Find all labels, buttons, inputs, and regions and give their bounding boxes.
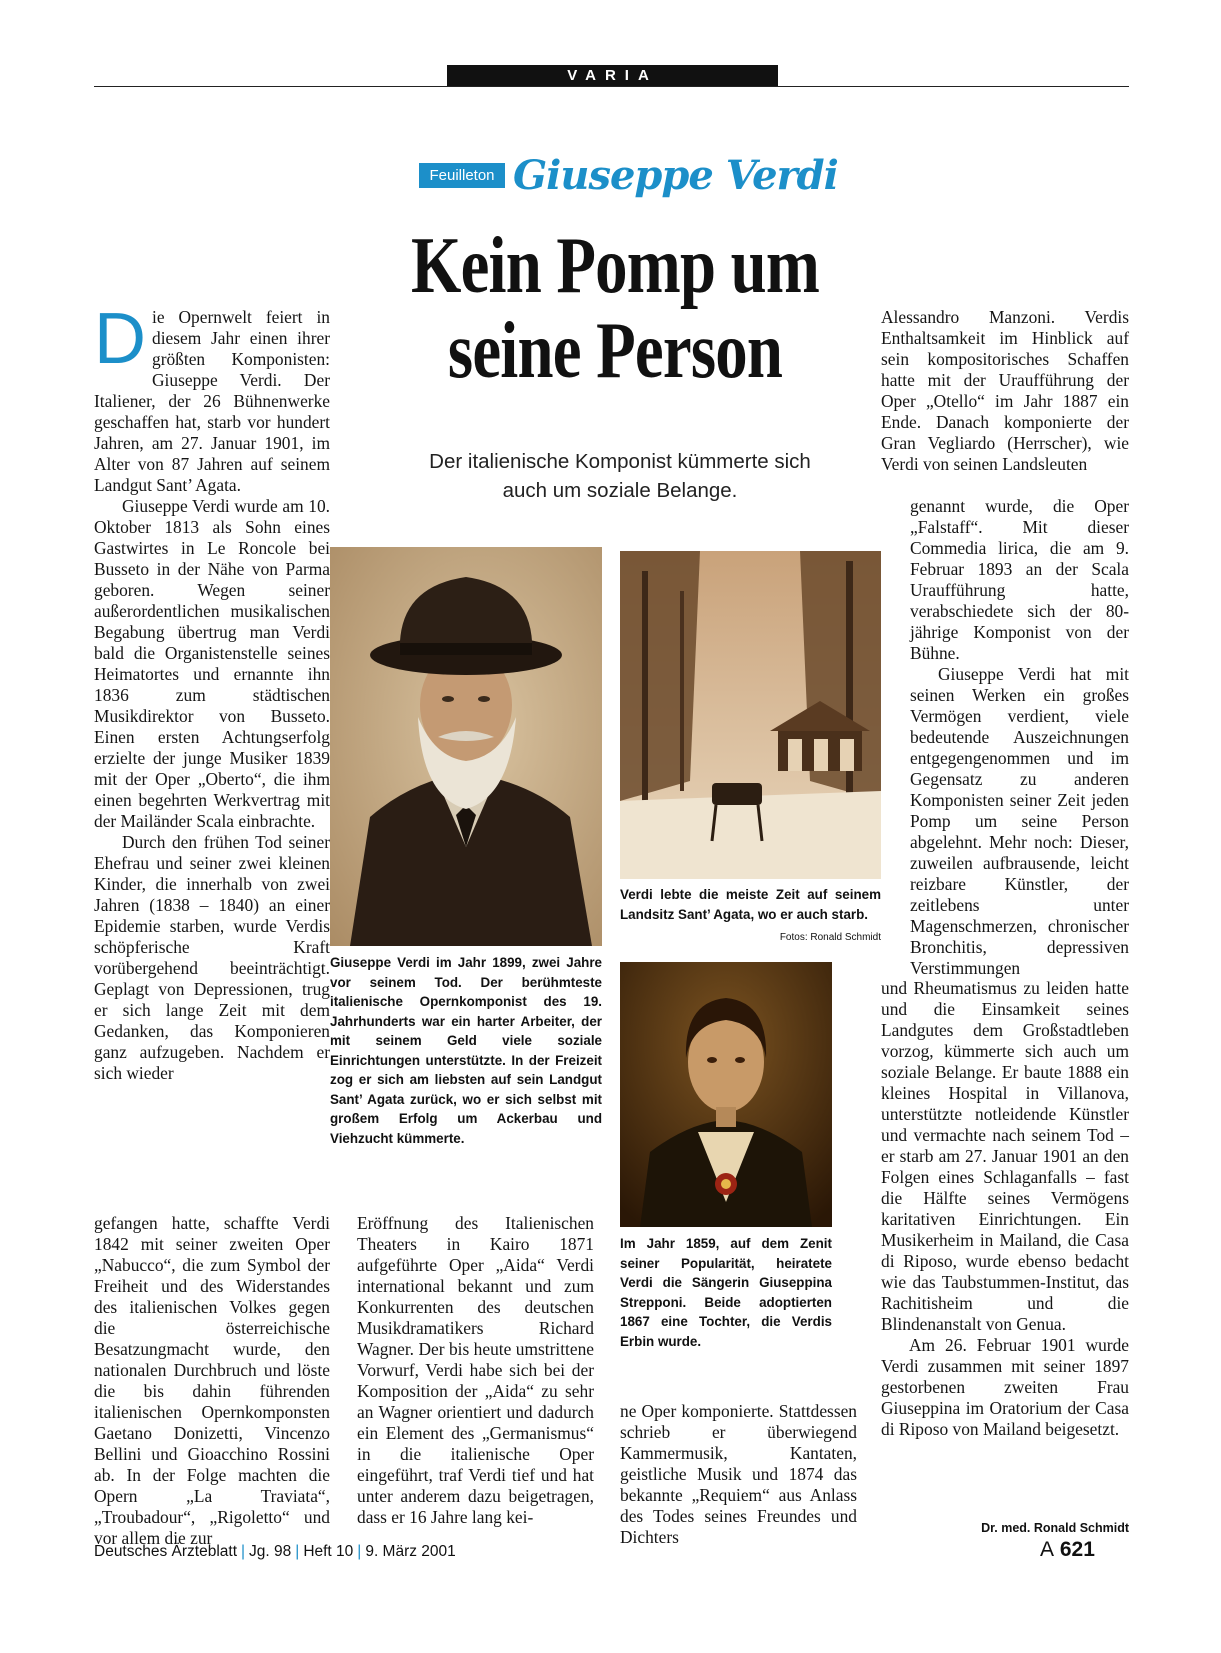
article-column-4-indented [910,496,1129,979]
journal-issue: Heft 10 [303,1543,354,1560]
paragraph-nabucco: gefangen hatte, schaffte Verdi 1842 mit seiner zweiten Oper „Nabucco“, die zum Symbol der Freiheit und des Widerstandes des italienischen Volkes gegen die österreichische Besatzungmacht wurde, den nationalen Durchbruch und löste die bis dahin führenden italienischen Opernkomponsten Gaetano Donizetti, Vincenzo Bellini und Gioacchino Rossini ab. In der Folge machten die Opern „La Traviata“, „Troubadour“, „Rigoletto“ und vor allem die zur [94,1213,330,1548]
article-column-3 [620,1401,857,1548]
journal-name: Deutsches Ärzteblatt [94,1543,238,1560]
subheadline [400,447,840,505]
verdi-portrait-photo [330,547,602,946]
giuseppe-verdi-logo: Giuseppe Verdi [513,152,838,199]
paragraph-burial: Am 26. Februar 1901 wurde Verdi zusammen mit seiner 1897 gestorbenen zweiten Frau Giuseppina im Oratorium der Casa di Riposo von Mailand beigesetzt. [881,1335,1129,1439]
article-column-4-bottom [881,978,1129,1440]
photo-credit: Fotos: Ronald Schmidt [779,932,881,943]
estate-image [620,551,881,879]
section-tag: VARIA [447,65,778,86]
headline-line-2: seine Person [447,305,783,395]
paragraph-charity: und Rheumatismus zu leiden hatte und die Einsamkeit seines Landgutes dem Großstadtleben vorzog, kümmerte sich auch um soziale Belange. Er baute 1888 ein kleines Hospital in Villanova, unterstützte notleidende Künstler und vermachte nach seinem Tod – er starb am 27. Januar 1901 an den Folgen eines Schlaganfalls – fast die Hälfte seines Vermögens karitativen Einrichtungen. Ein Musikerheim in Mailand, die Casa di Riposo, wurde ebenso bedacht wie das Taubstummen-Institut, das Rachitisheim und die Blindenanstalt von Genua. [881,978,1129,1334]
paragraph-requiem: ne Oper komponierte. Stattdessen schrieb er überwiegend Kammermusik, Kantaten, geistliche Musik und 1874 das bekannte „Requiem“ aus Anlass des Todes seines Freundes und Dichters [620,1401,857,1547]
paragraph-falstaff: genannt wurde, die Oper „Falstaff“. Mit dieser Commedia lirica, die am 9. Februar 1893 an der Scala Uraufführung hatte, verabschiedete sich der 80-jährige Komponist von der Bühne. [910,496,1129,663]
top-rule [94,86,1129,87]
article-column-2 [357,1213,594,1528]
estate-photo [620,551,881,879]
page-number: A 621 [1040,1538,1095,1561]
journal-volume: Jg. 98 [249,1543,292,1560]
feuilleton-badge: Feuilleton [419,163,505,188]
strepponi-caption: Im Jahr 1859, auf dem Zenit seiner Popularität, heiratete Verdi die Sängerin Giuseppina Strepponi. Beide adoptierten 1867 eine Tochter, die Verdis Erbin wurde. [620,1236,832,1349]
estate-caption: Verdi lebte die meiste Zeit auf seinem Landsitz Sant’ Agata, wo er auch starb. Fotos: Ronald Schmidt [620,885,881,948]
author-byline: Dr. med. Ronald Schmidt [981,1521,1129,1535]
paragraph-aida: Eröffnung des Italienischen Theaters in Kairo 1871 aufgeführte Oper „Aida“ Verdi international bekannt und zum Konkurrenten des deutschen Musikdramatikers Richard Wagner. Der bis heute umstrittene Vorwurf, Verdi habe sich bei der Komposition der „Aida“ zu sehr an Wagner orientiert und dadurch ein Element des „Germanismus“ in die italienische Oper eingeführt, traf Verdi tief und hat unter anderem dazu beigetragen, dass er 16 Jahre lang kei- [357,1213,594,1527]
footer-journal-info: Deutsches Ärzteblatt | Jg. 98 | Heft 10 | 9. März 2001 [94,1543,456,1560]
paragraph-intro: Die Opernwelt feiert in diesem Jahr einen ihrer größten Komponisten: Giuseppe Verdi. Der Italiener, der 26 Bühnenwerke geschaffen hat, starb vor hundert Jahren, am 27. Januar 1901, im Alter von 87 Jahren auf seinem Landgut Sant’ Agata. [94,299,330,495]
strepponi-image [620,962,832,1227]
article-column-1 [94,299,330,1084]
portrait-image [330,547,602,946]
strepponi-portrait [620,962,832,1227]
subheadline-line-1: Der italienische Komponist kümmerte sich [429,450,811,473]
article-column-1-lower [94,1213,330,1549]
article-column-4-top [881,307,1129,475]
headline [395,220,835,395]
paragraph-biography: Giuseppe Verdi wurde am 10. Oktober 1813 als Sohn eines Gastwirtes in Le Roncole bei Busseto in der Nähe von Parma geboren. Wegen seiner außerordentlichen musikalischen Begabung übertrug man Verdi bald die Organistenstelle seines Heimatortes und ernannte ihn 1836 zum städtischen Musikdirektor von Busseto. Einen ersten Achtungserfolg erzielte der junge Musiker 1839 mit der Oper „Oberto“, die ihm einen begehrten Werkvertrag mit der Mailänder Scala einbrachte. [94,496,330,831]
subheadline-line-2: auch um soziale Belange. [502,479,738,502]
paragraph-fortune: Giuseppe Verdi hat mit seinen Werken ein großes Vermögen verdient, viele bedeutende Auszeichnungen entgegengenommen und im Gegensatz zu anderen Komponisten seiner Zeit jeden Pomp um seine Person abgelehnt. Mehr noch: Dieser, zuweilen aufbrausende, leicht reizbare Künstler, der zeitlebens unter Magenschmerzen, chronischer Bronchitis, depressiven Verstimmungen [910,664,1129,978]
drop-cap: D [94,299,146,379]
portrait-caption: Giuseppe Verdi im Jahr 1899, zwei Jahre vor seinem Tod. Der berühmteste italienische Opernkomponist des 19. Jahrhunderts war ein harter Arbeiter, der mit seinem Geld viele soziale Einrichtungen unterstützte. In der Freizeit zog er sich am liebsten auf sein Landgut Sant’ Agata zurück, wo er sich selbst mit großem Erfolg um Ackerbau und Viehzucht kümmerte. [330,955,602,1146]
paragraph-otello: Alessandro Manzoni. Verdis Enthaltsamkeit im Hinblick auf sein kompositorisches Schaffen hatte mit der Uraufführung der Oper „Otello“ im Jahr 1887 ein Ende. Danach komponierte der Gran Vegliardo (Herrscher), wie Verdi von seinen Landsleuten [881,307,1129,474]
journal-date: 9. März 2001 [365,1543,456,1560]
paragraph-tragedy: Durch den frühen Tod seiner Ehefrau und seiner zwei kleinen Kinder, die innerhalb von zwei Jahren (1838 – 1840) an einer Epidemie starben, wurde Verdis schöpferische Kraft vorübergehend beeinträchtigt. Geplagt von Depressionen, trug er sich lange Zeit mit dem Gedanken, das Komponieren ganz aufzugeben. Nachdem er sich wieder [94,832,330,1083]
headline-line-1: Kein Pomp um [410,220,820,310]
